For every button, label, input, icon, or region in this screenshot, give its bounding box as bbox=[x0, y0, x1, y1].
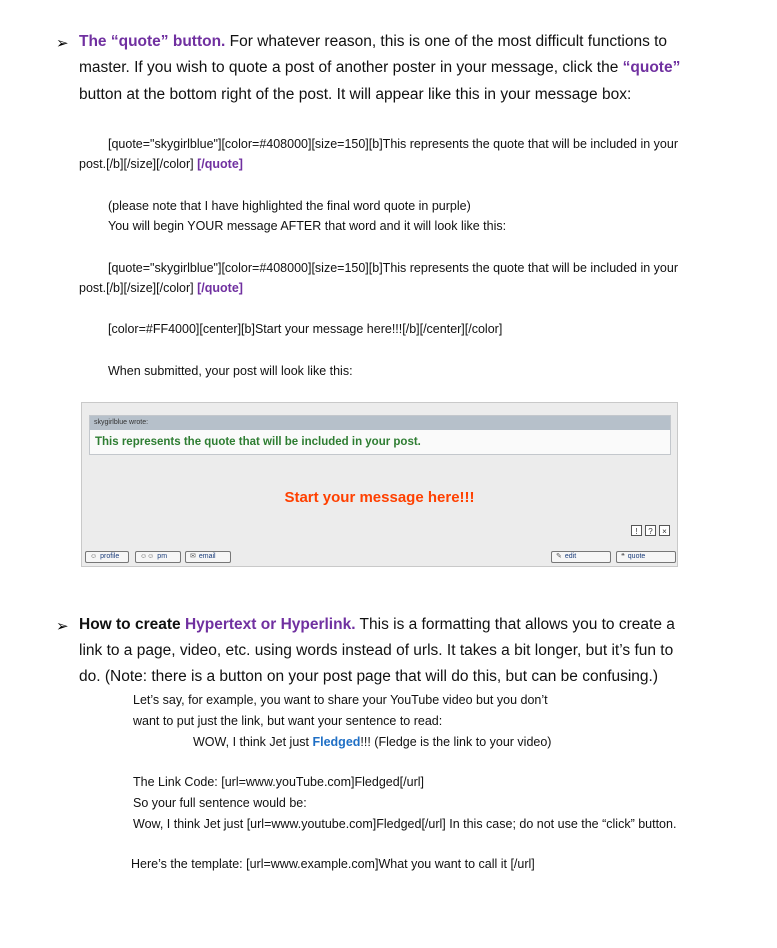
link-code-line: The Link Code: [url=www.youTube.com]Fledged[/url] bbox=[133, 775, 424, 789]
quote-header: skygirlblue wrote: bbox=[90, 416, 670, 430]
full-sentence-label: So your full sentence would be: bbox=[133, 796, 307, 810]
section1-line1-text: For whatever reason, this is one of the most difficult functions to bbox=[229, 33, 668, 50]
wow-text-post: !!! (Fledge is the link to your video) bbox=[360, 735, 552, 749]
section2-title: Hypertext or Hyperlink. bbox=[184, 616, 356, 633]
code2-line1: [quote="skygirlblue"][color=#408000][size=150][b]This represents the quote that will be included in your bbox=[108, 261, 678, 275]
mail-icon: ✉ bbox=[190, 553, 196, 560]
section2-line1-text: This is a formatting that allows you to create a bbox=[359, 616, 675, 633]
help-icon[interactable]: ? bbox=[645, 525, 656, 536]
section2-line1 bbox=[79, 613, 769, 637]
delete-icon[interactable]: × bbox=[659, 525, 670, 536]
section2-line2: link to a page, video, etc. using words instead of urls. It takes a bit longer, but it’s fun to bbox=[79, 642, 674, 659]
wow-line bbox=[193, 732, 753, 752]
section1-line2-text: master. If you wish to quote a post of another poster in your message, click the bbox=[79, 59, 619, 76]
edit-button[interactable]: ✎ edit bbox=[551, 551, 611, 563]
code3-line: [color=#FF4000][center][b]Start your message here!!![/b][/center][/color] bbox=[108, 322, 503, 336]
email-button[interactable]: ✉ email bbox=[185, 551, 231, 563]
code1-line1: [quote="skygirlblue"][color=#408000][size=150][b]This represents the quote that will be included in your bbox=[108, 137, 678, 151]
quote-box bbox=[89, 415, 671, 455]
pm-button[interactable]: ☺☺ pm bbox=[135, 551, 181, 563]
code2-quote-end: [/quote] bbox=[197, 281, 243, 295]
section1-line2 bbox=[79, 56, 769, 80]
template-line: Here’s the template: [url=www.example.com]What you want to call it [/url] bbox=[131, 857, 535, 871]
quote-text: This represents the quote that will be included in your post. bbox=[95, 436, 421, 448]
example-line1: Let’s say, for example, you want to share your YouTube video but you don’t bbox=[133, 693, 548, 707]
forum-post-screenshot bbox=[81, 402, 678, 567]
report-icon[interactable]: ! bbox=[631, 525, 642, 536]
code1-line2 bbox=[79, 154, 729, 174]
message-text: Start your message here!!! bbox=[284, 489, 475, 506]
bullet-arrow-icon: ➢ bbox=[56, 618, 69, 635]
example-line2: want to put just the link, but want your sentence to read: bbox=[133, 714, 443, 728]
code2-line2-text: post.[/b][/size][/color] bbox=[79, 281, 194, 295]
section2-title-pre: How to create bbox=[79, 616, 181, 633]
pencil-icon: ✎ bbox=[556, 553, 562, 560]
person-icon: ☺ bbox=[90, 553, 98, 560]
quote-button[interactable]: ❝ quote bbox=[616, 551, 676, 563]
section2-line3: do. (Note: there is a button on your post page that will do this, but can be confusing.) bbox=[79, 668, 659, 685]
code2-line2 bbox=[79, 278, 729, 298]
begin-text: You will begin YOUR message AFTER that word and it will look like this: bbox=[108, 219, 507, 233]
wow-text: WOW, I think Jet just bbox=[193, 735, 309, 749]
section1-line3: button at the bottom right of the post. It will appear like this in your message box: bbox=[79, 86, 632, 103]
full-sentence-line: Wow, I think Jet just [url=www.youtube.com]Fledged[/url] In this case; do not use the “click” button. bbox=[133, 817, 677, 831]
people-icon: ☺☺ bbox=[140, 553, 155, 560]
speech-icon: ❝ bbox=[621, 553, 625, 560]
section1-line1 bbox=[79, 30, 759, 54]
section1-title: The “quote” button. bbox=[79, 33, 226, 50]
submitted-text: When submitted, your post will look like this: bbox=[108, 364, 353, 378]
fledged-link[interactable]: Fledged bbox=[312, 735, 361, 749]
note-text: (please note that I have highlighted the final word quote in purple) bbox=[108, 199, 471, 213]
profile-button[interactable]: ☺ profile bbox=[85, 551, 129, 563]
code1-line2-text: post.[/b][/size][/color] bbox=[79, 157, 194, 171]
bullet-arrow-icon: ➢ bbox=[56, 35, 69, 52]
section1-line2-strong: “quote” bbox=[622, 59, 681, 76]
code1-quote-end: [/quote] bbox=[197, 157, 243, 171]
